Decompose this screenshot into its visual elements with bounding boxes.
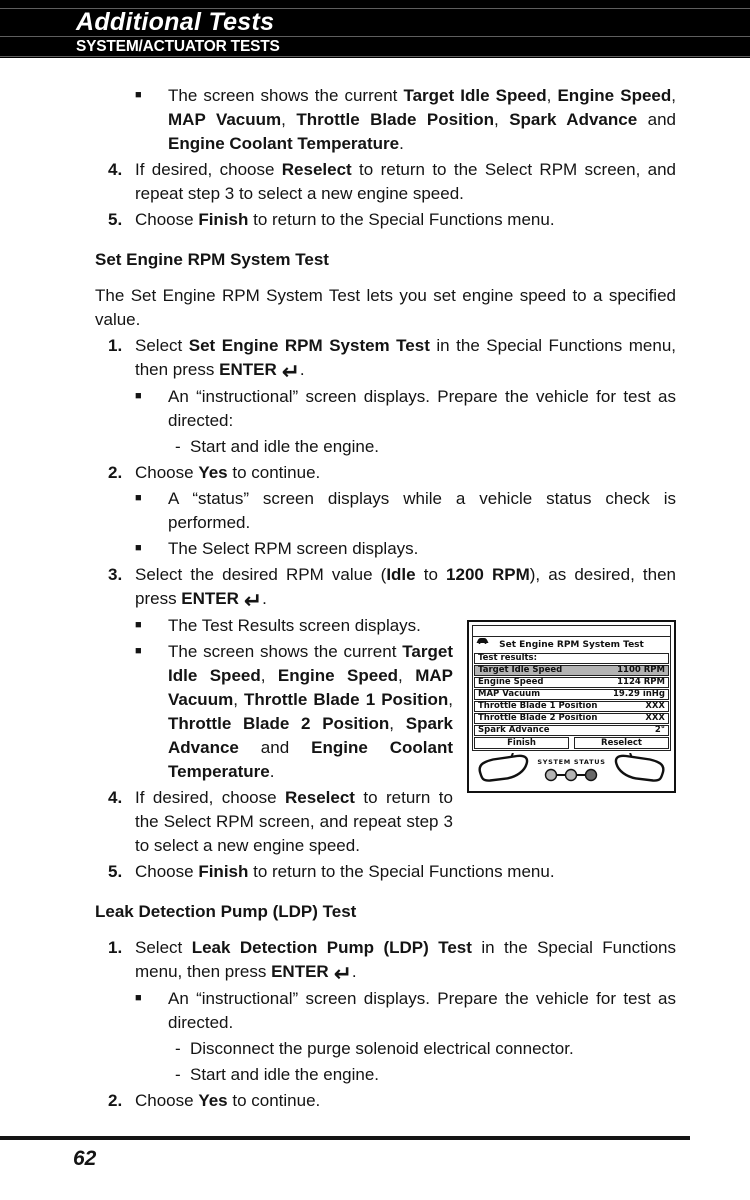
body-text: Select Set Engine RPM System Test in the Special Functions menu, then press ENTER ↵.	[135, 336, 677, 384]
bullet-marker: ■	[135, 542, 142, 554]
step-number: 5.	[108, 862, 123, 881]
body-text: An “instructional” screen displays. Prepare the vehicle for test as directed.	[168, 989, 676, 1032]
bullet-marker: ■	[135, 619, 142, 631]
body-text: The screen shows the current Target Idle Speed, Engine Speed, MAP Vacuum, Throttle Blade Position, Spark Advance and Engine Coolant Temperature.	[168, 86, 677, 153]
document-body	[0, 58, 750, 1113]
bullet-marker: ■	[135, 645, 142, 657]
device-screen-title: Set Engine RPM System Test	[499, 640, 644, 650]
body-text: Start and idle the engine.	[190, 1065, 380, 1084]
body-text: Select the desired RPM value (Idle to 1200 RPM), as desired, then press ENTER ↵.	[135, 565, 677, 613]
numbered-step	[95, 860, 676, 884]
page-number: 62	[73, 1147, 97, 1170]
bullet-item	[95, 614, 676, 638]
body-text: Choose Finish to return to the Special Functions menu.	[135, 210, 555, 229]
row-value: XXX	[645, 713, 665, 723]
step-number: 1.	[108, 938, 123, 957]
numbered-step	[95, 563, 676, 612]
header-subtitle-row	[0, 37, 750, 57]
test-results-text: Test results:	[478, 653, 538, 663]
page-subtitle: SYSTEM/ACTUATOR TESTS	[76, 37, 280, 55]
body-text: The screen shows the current Target Idle Speed, Engine Speed, MAP Vacuum, Throttle Blade 1 Position, Throttle Blade 2 Position, Spark Advance and Engine Coolant Temperature.	[168, 642, 453, 781]
bullet-item	[95, 537, 676, 561]
system-status-label: SYSTEM STATUS	[537, 758, 606, 766]
bullet-item	[95, 84, 676, 156]
dash-marker: -	[175, 437, 181, 456]
bullet-marker: ■	[135, 992, 142, 1004]
row-label: Throttle Blade 1 Position	[478, 701, 598, 711]
dash-item	[95, 1063, 676, 1087]
bullet-marker: ■	[135, 492, 142, 504]
bullet-item	[95, 487, 676, 535]
page-header	[0, 0, 750, 58]
row-label: MAP Vacuum	[478, 689, 541, 699]
body-text: If desired, choose Reselect to return to the Select RPM screen, and repeat step 3 to select a new engine speed.	[135, 160, 676, 203]
row-value: 1124 RPM	[617, 677, 665, 687]
body-text: Disconnect the purge solenoid electrical connector.	[190, 1039, 574, 1058]
dash-marker: -	[175, 1065, 181, 1084]
bullet-marker: ■	[135, 89, 142, 101]
dash-item	[95, 435, 676, 459]
numbered-step	[95, 936, 676, 985]
row-label: Target Idle Speed	[478, 665, 563, 675]
finish-button: Finish	[474, 737, 569, 749]
paragraph: The Set Engine RPM System Test lets you set engine speed to a specified value.	[95, 286, 676, 329]
numbered-step	[95, 334, 676, 383]
header-title-row	[0, 9, 750, 37]
numbered-step	[95, 1089, 676, 1113]
numbered-step	[95, 158, 676, 206]
numbered-step	[95, 208, 676, 232]
row-label: Engine Speed	[478, 677, 544, 687]
row-value: XXX	[645, 701, 665, 711]
row-value: 2°	[654, 725, 665, 735]
section-heading: Set Engine RPM System Test	[95, 250, 329, 269]
body-text: A “status” screen displays while a vehicle status check is performed.	[168, 489, 676, 532]
footer-rule	[0, 1136, 690, 1140]
row-value: 19.29 inHg	[612, 689, 665, 699]
row-value: 1100 RPM	[617, 665, 665, 675]
body-text: The Select RPM screen displays.	[168, 539, 419, 558]
row-label: Spark Advance	[478, 725, 550, 735]
dash-item	[95, 1037, 676, 1061]
step-number: 3.	[108, 565, 123, 584]
step-number: 1.	[108, 336, 123, 355]
body-text: Start and idle the engine.	[190, 437, 380, 456]
body-text: Choose Finish to return to the Special Functions menu.	[135, 862, 555, 881]
dash-marker: -	[175, 1039, 181, 1058]
step-number: 2.	[108, 463, 123, 482]
row-label: Throttle Blade 2 Position	[478, 713, 598, 723]
numbered-step	[95, 461, 676, 485]
body-text: The Test Results screen displays.	[168, 616, 421, 635]
body-text: Select Leak Detection Pump (LDP) Test in the Special Functions menu, then press ENTER ↵.	[135, 938, 676, 986]
reselect-button: Reselect	[574, 737, 669, 749]
bullet-item	[95, 385, 676, 433]
step-number: 2.	[108, 1091, 123, 1110]
step-number: 5.	[108, 210, 123, 229]
step-number: 4.	[108, 788, 123, 807]
step-number: 4.	[108, 160, 123, 179]
bullet-marker: ■	[135, 390, 142, 402]
body-text: Choose Yes to continue.	[135, 463, 321, 482]
bullet-item	[95, 640, 676, 784]
bullet-item	[95, 987, 676, 1035]
body-text: Choose Yes to continue.	[135, 1091, 321, 1110]
body-text: An “instructional” screen displays. Prepare the vehicle for test as directed:	[168, 387, 676, 430]
numbered-step	[95, 786, 676, 858]
page-title: Additional Tests	[76, 8, 275, 36]
section-heading: Leak Detection Pump (LDP) Test	[95, 902, 357, 921]
body-text: If desired, choose Reselect to return to the Select RPM screen, and repeat step 3 to select a new engine speed.	[135, 788, 453, 855]
